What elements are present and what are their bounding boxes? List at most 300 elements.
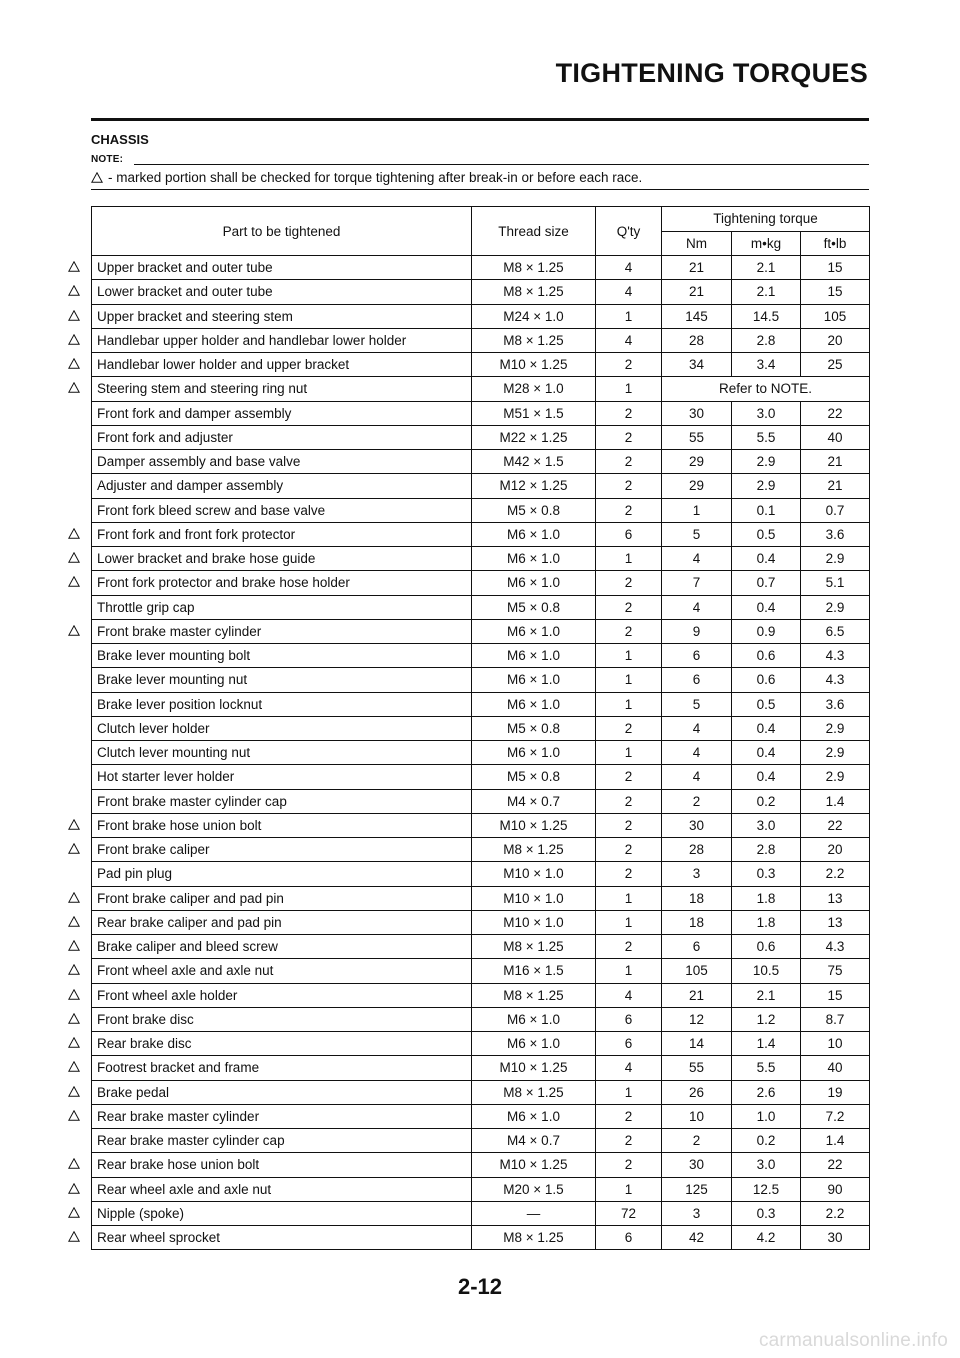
part-name: Rear wheel sprocket: [97, 1230, 221, 1246]
torque-ftlb-cell: 4.3: [801, 668, 870, 692]
torque-ftlb-cell: 75: [801, 959, 870, 983]
torque-ftlb-cell: 105: [801, 304, 870, 328]
torque-ftlb-cell: 25: [801, 353, 870, 377]
quantity-cell: 2: [596, 789, 662, 813]
quantity-cell: 2: [596, 765, 662, 789]
table-row: [92, 886, 870, 910]
torque-ftlb-cell: 21: [801, 474, 870, 498]
watermark: carmanualsonline.info: [758, 1330, 948, 1351]
part-name-cell: [92, 741, 472, 765]
quantity-cell: 2: [596, 619, 662, 643]
table-row: [92, 935, 870, 959]
part-name-cell: [92, 256, 472, 280]
quantity-cell: 1: [596, 547, 662, 571]
part-name-cell: [92, 353, 472, 377]
part-name: Throttle grip cap: [97, 599, 195, 615]
quantity-cell: 72: [596, 1201, 662, 1225]
torque-mkg-cell: 3.0: [732, 401, 801, 425]
torque-mkg-cell: 2.6: [732, 1080, 801, 1104]
table-row: [92, 595, 870, 619]
table-row: [92, 1226, 870, 1250]
quantity-cell: 1: [596, 377, 662, 401]
quantity-cell: 1: [596, 692, 662, 716]
thread-size-cell: M6 × 1.0: [472, 692, 596, 716]
thread-size-cell: M5 × 0.8: [472, 716, 596, 740]
torque-nm-cell: 1: [662, 498, 732, 522]
torque-nm-cell: 125: [662, 1177, 732, 1201]
triangle-mark-icon: [68, 625, 80, 636]
torque-nm-cell: 14: [662, 1032, 732, 1056]
torque-ftlb-cell: 15: [801, 280, 870, 304]
part-name: Front brake hose union bolt: [97, 817, 262, 833]
header-mkg: m•kg: [732, 231, 801, 256]
part-name-cell: [92, 765, 472, 789]
part-name: Front brake caliper: [97, 842, 210, 858]
thread-size-cell: M8 × 1.25: [472, 328, 596, 352]
quantity-cell: 6: [596, 522, 662, 546]
triangle-mark-icon: [68, 358, 80, 369]
quantity-cell: 1: [596, 886, 662, 910]
quantity-cell: 6: [596, 1032, 662, 1056]
thread-size-cell: M6 × 1.0: [472, 1032, 596, 1056]
torque-nm-cell: 21: [662, 983, 732, 1007]
thread-size-cell: M24 × 1.0: [472, 304, 596, 328]
part-name-cell: [92, 935, 472, 959]
quantity-cell: 1: [596, 959, 662, 983]
part-name: Front brake disc: [97, 1011, 194, 1027]
part-name: Front brake master cylinder: [97, 623, 262, 639]
quantity-cell: 2: [596, 838, 662, 862]
torque-nm-cell: 30: [662, 401, 732, 425]
header-part: Part to be tightened: [92, 207, 472, 256]
quantity-cell: 2: [596, 1104, 662, 1128]
torque-mkg-cell: 0.2: [732, 1129, 801, 1153]
thread-size-cell: —: [472, 1201, 596, 1225]
table-row: [92, 910, 870, 934]
table-row: [92, 983, 870, 1007]
table-row: [92, 838, 870, 862]
part-name-cell: [92, 1032, 472, 1056]
torque-nm-cell: 4: [662, 595, 732, 619]
torque-ftlb-cell: 5.1: [801, 571, 870, 595]
quantity-cell: 1: [596, 304, 662, 328]
torque-mkg-cell: 0.3: [732, 862, 801, 886]
thread-size-cell: M20 × 1.5: [472, 1177, 596, 1201]
thread-size-cell: M8 × 1.25: [472, 838, 596, 862]
torque-nm-cell: 7: [662, 571, 732, 595]
torque-nm-cell: 29: [662, 450, 732, 474]
thread-size-cell: M5 × 0.8: [472, 595, 596, 619]
torque-mkg-cell: 0.4: [732, 741, 801, 765]
torque-mkg-cell: 2.8: [732, 328, 801, 352]
table-row: [92, 522, 870, 546]
torque-mkg-cell: 14.5: [732, 304, 801, 328]
torque-ftlb-cell: 13: [801, 886, 870, 910]
note-divider-bottom: [91, 189, 869, 190]
torque-nm-cell: 18: [662, 886, 732, 910]
quantity-cell: 6: [596, 1007, 662, 1031]
torque-ftlb-cell: 20: [801, 838, 870, 862]
part-name-cell: [92, 377, 472, 401]
triangle-mark-icon: [68, 285, 80, 296]
triangle-mark-icon: [68, 1086, 80, 1097]
table-row: [92, 328, 870, 352]
thread-size-cell: M5 × 0.8: [472, 498, 596, 522]
part-name-cell: [92, 498, 472, 522]
part-name: Rear brake caliper and pad pin: [97, 914, 282, 930]
table-row: [92, 1129, 870, 1153]
part-name: Lower bracket and outer tube: [97, 284, 273, 300]
part-name: Front brake caliper and pad pin: [97, 890, 284, 906]
torque-nm-cell: 6: [662, 668, 732, 692]
part-name-cell: [92, 1104, 472, 1128]
torque-ftlb-cell: 2.9: [801, 547, 870, 571]
torque-mkg-cell: 12.5: [732, 1177, 801, 1201]
thread-size-cell: M10 × 1.25: [472, 1056, 596, 1080]
triangle-mark-icon: [68, 940, 80, 951]
quantity-cell: 2: [596, 450, 662, 474]
triangle-mark-icon: [68, 310, 80, 321]
table-row: [92, 1007, 870, 1031]
torque-ftlb-cell: 19: [801, 1080, 870, 1104]
part-name-cell: [92, 692, 472, 716]
torque-ftlb-cell: 3.6: [801, 692, 870, 716]
triangle-mark-icon: [68, 964, 80, 975]
table-row: [92, 498, 870, 522]
triangle-mark-icon: [91, 172, 103, 183]
table-row: [92, 959, 870, 983]
table-row: [92, 1177, 870, 1201]
torque-nm-cell: 26: [662, 1080, 732, 1104]
triangle-mark-icon: [68, 819, 80, 830]
thread-size-cell: M10 × 1.25: [472, 353, 596, 377]
torque-nm-cell: 28: [662, 328, 732, 352]
quantity-cell: 4: [596, 280, 662, 304]
torque-mkg-cell: 1.8: [732, 886, 801, 910]
note-divider-top: [134, 164, 869, 165]
torque-ftlb-cell: 40: [801, 1056, 870, 1080]
torque-mkg-cell: 5.5: [732, 1056, 801, 1080]
part-name-cell: [92, 1153, 472, 1177]
part-name: Front wheel axle and axle nut: [97, 963, 274, 979]
part-name: Brake lever position locknut: [97, 696, 263, 712]
torque-nm-cell: 55: [662, 425, 732, 449]
header-nm: Nm: [662, 231, 732, 256]
thread-size-cell: M51 × 1.5: [472, 401, 596, 425]
torque-ftlb-cell: 2.9: [801, 765, 870, 789]
quantity-cell: 2: [596, 498, 662, 522]
part-name-cell: [92, 1007, 472, 1031]
part-name: Handlebar lower holder and upper bracket: [97, 357, 350, 373]
table-row: [92, 716, 870, 740]
table-row: [92, 741, 870, 765]
part-name: Brake lever mounting nut: [97, 672, 248, 688]
thread-size-cell: M8 × 1.25: [472, 256, 596, 280]
note-text: [91, 170, 642, 185]
torque-nm-cell: 3: [662, 862, 732, 886]
table-row: [92, 377, 870, 401]
torque-ftlb-cell: 3.6: [801, 522, 870, 546]
thread-size-cell: M10 × 1.0: [472, 862, 596, 886]
part-name-cell: [92, 1226, 472, 1250]
triangle-mark-icon: [68, 892, 80, 903]
torque-ftlb-cell: 13: [801, 910, 870, 934]
torque-ftlb-cell: 8.7: [801, 1007, 870, 1031]
thread-size-cell: M6 × 1.0: [472, 619, 596, 643]
part-name: Rear brake disc: [97, 1036, 192, 1052]
triangle-mark-icon: [68, 576, 80, 587]
part-name: Brake caliper and bleed screw: [97, 939, 278, 955]
table-row: [92, 668, 870, 692]
section-heading: CHASSIS: [91, 132, 149, 147]
thread-size-cell: M10 × 1.0: [472, 886, 596, 910]
torque-mkg-cell: 1.2: [732, 1007, 801, 1031]
part-name: Clutch lever mounting nut: [97, 745, 251, 761]
torque-nm-cell: 2: [662, 1129, 732, 1153]
part-name-cell: [92, 474, 472, 498]
note-body: - marked portion shall be checked for torque tightening after break-in or before each race.: [108, 170, 643, 185]
part-name: Front fork protector and brake hose holder: [97, 575, 350, 591]
part-name-cell: [92, 450, 472, 474]
part-name-cell: [92, 522, 472, 546]
thread-size-cell: M6 × 1.0: [472, 1007, 596, 1031]
thread-size-cell: M28 × 1.0: [472, 377, 596, 401]
torque-ftlb-cell: 40: [801, 425, 870, 449]
quantity-cell: 2: [596, 862, 662, 886]
torque-ftlb-cell: 2.9: [801, 595, 870, 619]
torque-nm-cell: 6: [662, 644, 732, 668]
part-name-cell: [92, 304, 472, 328]
torque-ftlb-cell: 21: [801, 450, 870, 474]
quantity-cell: 2: [596, 401, 662, 425]
part-name: Rear brake hose union bolt: [97, 1157, 260, 1173]
torque-mkg-cell: 0.4: [732, 595, 801, 619]
part-name-cell: [92, 1177, 472, 1201]
table-row: [92, 280, 870, 304]
part-name-cell: [92, 910, 472, 934]
note-label: NOTE:: [91, 154, 124, 165]
table-row: [92, 1201, 870, 1225]
torque-mkg-cell: 0.1: [732, 498, 801, 522]
torque-nm-cell: 21: [662, 280, 732, 304]
thread-size-cell: M10 × 1.25: [472, 1153, 596, 1177]
page-number: 2-12: [457, 1274, 503, 1299]
part-name-cell: [92, 619, 472, 643]
torque-mkg-cell: 0.6: [732, 644, 801, 668]
table-row: [92, 789, 870, 813]
part-name-cell: [92, 959, 472, 983]
thread-size-cell: M8 × 1.25: [472, 1226, 596, 1250]
triangle-mark-icon: [68, 1037, 80, 1048]
part-name: Brake lever mounting bolt: [97, 648, 251, 664]
thread-size-cell: M4 × 0.7: [472, 789, 596, 813]
torque-mkg-cell: 2.1: [732, 256, 801, 280]
table-row: [92, 256, 870, 280]
triangle-mark-icon: [68, 528, 80, 539]
torque-mkg-cell: 0.7: [732, 571, 801, 595]
torque-ftlb-cell: 4.3: [801, 644, 870, 668]
thread-size-cell: M12 × 1.25: [472, 474, 596, 498]
page-title: TIGHTENING TORQUES: [555, 58, 868, 88]
table-row: [92, 1056, 870, 1080]
triangle-mark-icon: [68, 334, 80, 345]
torque-nm-cell: 21: [662, 256, 732, 280]
header-quantity: Q'ty: [596, 207, 662, 256]
part-name: Handlebar upper holder and handlebar lower holder: [97, 332, 407, 348]
torque-mkg-cell: 2.8: [732, 838, 801, 862]
quantity-cell: 2: [596, 716, 662, 740]
table-row: [92, 862, 870, 886]
torque-ftlb-cell: 22: [801, 813, 870, 837]
torque-mkg-cell: 3.4: [732, 353, 801, 377]
triangle-mark-icon: [68, 916, 80, 927]
torque-ftlb-cell: 20: [801, 328, 870, 352]
torque-mkg-cell: 0.4: [732, 547, 801, 571]
part-name-cell: [92, 983, 472, 1007]
table-row: [92, 644, 870, 668]
part-name: Rear brake master cylinder cap: [97, 1133, 285, 1149]
thread-size-cell: M4 × 0.7: [472, 1129, 596, 1153]
torque-ftlb-cell: 2.9: [801, 716, 870, 740]
torque-ftlb-cell: 22: [801, 401, 870, 425]
part-name: Front brake master cylinder cap: [97, 793, 287, 809]
torque-mkg-cell: 2.1: [732, 280, 801, 304]
part-name: Front fork bleed screw and base valve: [97, 502, 326, 518]
thread-size-cell: M6 × 1.0: [472, 644, 596, 668]
header-thread-size: Thread size: [472, 207, 596, 256]
table-row: [92, 1153, 870, 1177]
triangle-mark-icon: [68, 1231, 80, 1242]
torque-mkg-cell: 0.9: [732, 619, 801, 643]
torque-nm-cell: 34: [662, 353, 732, 377]
table-row: [92, 1104, 870, 1128]
part-name-cell: [92, 1201, 472, 1225]
thread-size-cell: M10 × 1.0: [472, 910, 596, 934]
table-row: [92, 571, 870, 595]
torque-nm-cell: 10: [662, 1104, 732, 1128]
torque-nm-cell: 4: [662, 547, 732, 571]
part-name: Front wheel axle holder: [97, 987, 238, 1003]
quantity-cell: 1: [596, 668, 662, 692]
torque-mkg-cell: 0.4: [732, 716, 801, 740]
table-row: [92, 547, 870, 571]
torque-mkg-cell: 4.2: [732, 1226, 801, 1250]
triangle-mark-icon: [68, 1013, 80, 1024]
thread-size-cell: M6 × 1.0: [472, 741, 596, 765]
quantity-cell: 1: [596, 644, 662, 668]
table-row: [92, 692, 870, 716]
part-name: Front fork and front fork protector: [97, 526, 296, 542]
part-name: Hot starter lever holder: [97, 769, 235, 785]
torque-nm-cell: 105: [662, 959, 732, 983]
table-row: [92, 1080, 870, 1104]
thread-size-cell: M5 × 0.8: [472, 765, 596, 789]
triangle-mark-icon: [68, 1158, 80, 1169]
table-row: [92, 304, 870, 328]
quantity-cell: 2: [596, 1129, 662, 1153]
part-name: Footrest bracket and frame: [97, 1060, 260, 1076]
torque-mkg-cell: 0.5: [732, 522, 801, 546]
thread-size-cell: M42 × 1.5: [472, 450, 596, 474]
torque-mkg-cell: 5.5: [732, 425, 801, 449]
torque-mkg-cell: 2.9: [732, 450, 801, 474]
thread-size-cell: M6 × 1.0: [472, 1104, 596, 1128]
torque-table: [91, 206, 870, 1250]
part-name-cell: [92, 644, 472, 668]
torque-ftlb-cell: 15: [801, 256, 870, 280]
torque-nm-cell: 5: [662, 692, 732, 716]
table-header-row: [92, 207, 870, 232]
torque-table-body: [92, 256, 870, 1250]
part-name: Rear wheel axle and axle nut: [97, 1181, 272, 1197]
part-name: Front fork and adjuster: [97, 429, 233, 445]
table-row: [92, 425, 870, 449]
torque-mkg-cell: 10.5: [732, 959, 801, 983]
torque-ftlb-cell: 1.4: [801, 1129, 870, 1153]
quantity-cell: 2: [596, 353, 662, 377]
quantity-cell: 6: [596, 1226, 662, 1250]
torque-mkg-cell: 1.0: [732, 1104, 801, 1128]
torque-nm-cell: 6: [662, 935, 732, 959]
part-name-cell: [92, 425, 472, 449]
torque-mkg-cell: 2.9: [732, 474, 801, 498]
part-name: Pad pin plug: [97, 866, 173, 882]
quantity-cell: 4: [596, 1056, 662, 1080]
torque-mkg-cell: 1.8: [732, 910, 801, 934]
thread-size-cell: M16 × 1.5: [472, 959, 596, 983]
part-name: Damper assembly and base valve: [97, 454, 301, 470]
part-name-cell: [92, 571, 472, 595]
table-row: [92, 1032, 870, 1056]
header-tightening-torque: Tightening torque: [662, 207, 870, 232]
torque-nm-cell: 4: [662, 716, 732, 740]
torque-ftlb-cell: 1.4: [801, 789, 870, 813]
thread-size-cell: M8 × 1.25: [472, 280, 596, 304]
quantity-cell: 2: [596, 813, 662, 837]
title-divider: [91, 118, 869, 121]
torque-ftlb-cell: 4.3: [801, 935, 870, 959]
table-row: [92, 765, 870, 789]
part-name-cell: [92, 1080, 472, 1104]
part-name: Upper bracket and outer tube: [97, 260, 273, 276]
torque-nm-cell: 145: [662, 304, 732, 328]
triangle-mark-icon: [68, 261, 80, 272]
part-name-cell: [92, 838, 472, 862]
torque-ftlb-cell: 2.2: [801, 1201, 870, 1225]
torque-nm-cell: 42: [662, 1226, 732, 1250]
torque-mkg-cell: 2.1: [732, 983, 801, 1007]
thread-size-cell: M6 × 1.0: [472, 522, 596, 546]
triangle-mark-icon: [68, 1207, 80, 1218]
triangle-mark-icon: [68, 552, 80, 563]
thread-size-cell: M22 × 1.25: [472, 425, 596, 449]
thread-size-cell: M10 × 1.25: [472, 813, 596, 837]
torque-nm-cell: 30: [662, 813, 732, 837]
quantity-cell: 1: [596, 910, 662, 934]
quantity-cell: 1: [596, 741, 662, 765]
part-name-cell: [92, 328, 472, 352]
torque-ftlb-cell: 2.2: [801, 862, 870, 886]
torque-nm-cell: 29: [662, 474, 732, 498]
table-row: [92, 450, 870, 474]
part-name-cell: [92, 1056, 472, 1080]
part-name-cell: [92, 716, 472, 740]
torque-ftlb-cell: 22: [801, 1153, 870, 1177]
part-name-cell: [92, 862, 472, 886]
part-name-cell: [92, 813, 472, 837]
quantity-cell: 2: [596, 571, 662, 595]
torque-nm-cell: 4: [662, 765, 732, 789]
